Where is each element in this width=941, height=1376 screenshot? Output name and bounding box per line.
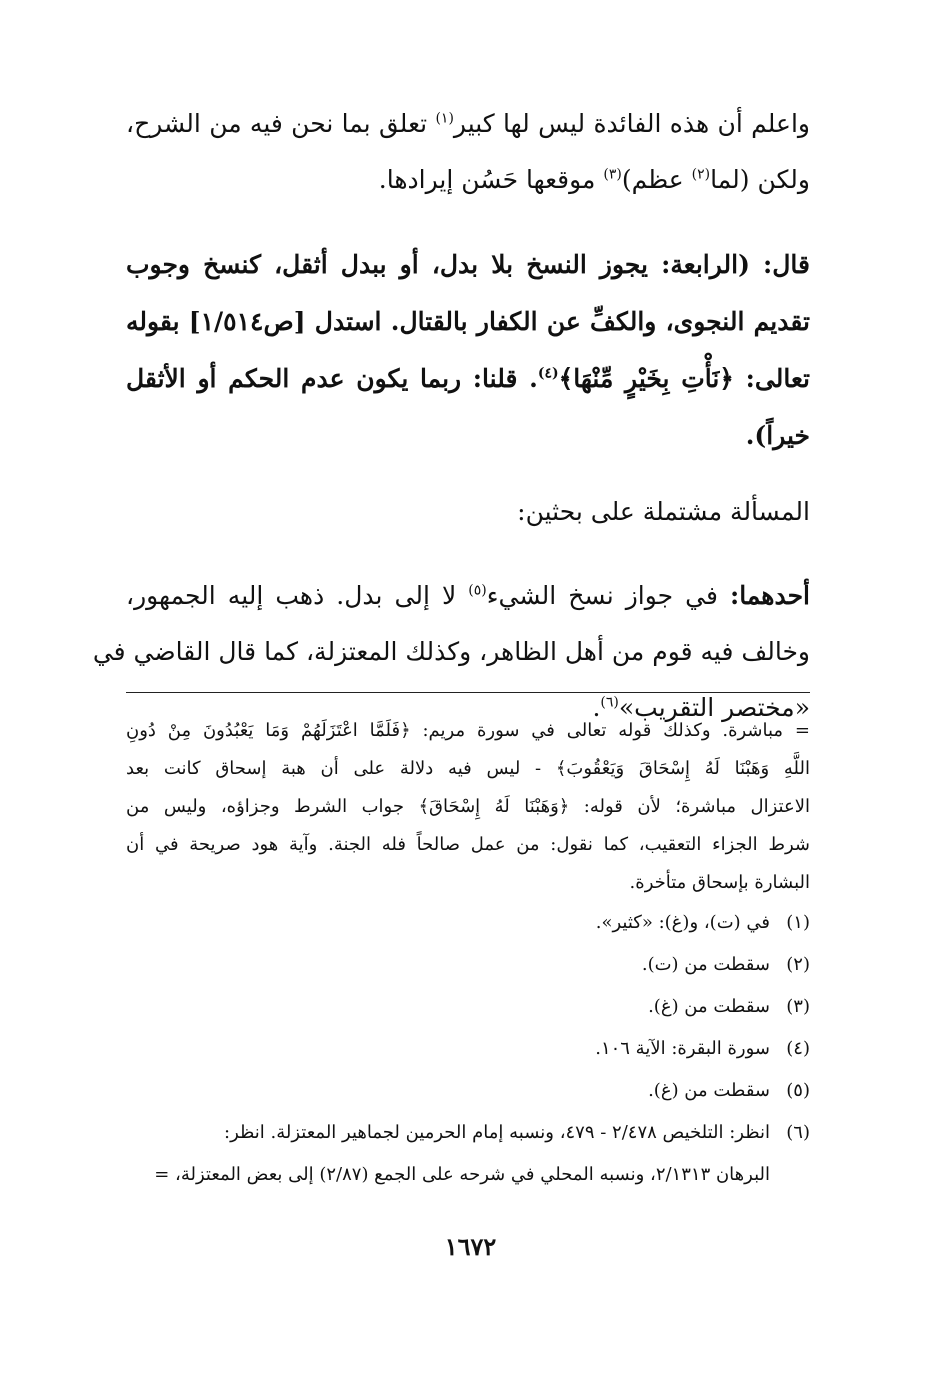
footnote-4 [126, 1028, 810, 1070]
footnote-number: (٤) [786, 1038, 810, 1059]
text-line: خيراً). [745, 421, 810, 450]
text-line [126, 96, 810, 152]
footnote-6-continuation [126, 1154, 810, 1196]
text-run: . قلنا: ربما يكون عدم الحكم أو الأثقل [126, 364, 538, 393]
footnote-number: (٦) [786, 1122, 810, 1143]
footnote-5 [126, 1070, 810, 1112]
paragraph-3 [126, 484, 810, 540]
footnote-6 [126, 1112, 810, 1154]
text-run: في جواز نسخ الشيء [486, 581, 730, 610]
footnote-3 [126, 986, 810, 1028]
footnote-text: في (ت)، و(غ): «كثير». [595, 912, 770, 933]
text-run: . [592, 693, 601, 722]
note-continuation-line: شرط الجزاء التعقيب، كما نقول: من عمل صالحاً فله الجنة. وآية هود صريحة في أن [126, 834, 810, 855]
paragraph-4 [92, 568, 811, 736]
quran-verse: تعالى: ﴿نَأْتِ بِخَيْرٍ مِّنْهَا﴾ [558, 364, 810, 393]
footnote-ref: (٤) [537, 365, 559, 382]
footnote-number: (٣) [786, 996, 810, 1017]
text-run: «مختصر التقريب» [618, 693, 810, 722]
quoted-text-paragraph [126, 236, 810, 464]
text-run: لا إلى بدل. ذهب إليه الجمهور، [126, 581, 469, 610]
paragraph-1 [126, 96, 810, 208]
footnotes [126, 712, 810, 1196]
footnote-number: (٥) [786, 1080, 810, 1101]
footnote-number: (٢) [786, 954, 810, 975]
footnote-2 [126, 944, 810, 986]
footnote-ref: (١) [435, 110, 454, 127]
text-run: موقعها حَسُن إيرادها. [378, 165, 604, 194]
text-line: قال: (الرابعة: يجوز النسخ بلا بدل، أو ببدل أثقل، كنسخ وجوب [126, 250, 810, 279]
footnote-text: البرهان ٢/١٣١٣، ونسبه المحلي في شرحه على الجمع (٢/٨٧) إلى بعض المعتزلة، = [154, 1164, 770, 1185]
footnote-text: انظر: التلخيص ٢/٤٧٨ - ٤٧٩، ونسبه إمام الحرمين لجماهير المعتزلة. انظر: [224, 1122, 770, 1143]
page-number: ١٦٧٢ [444, 1232, 497, 1261]
text-line: تقديم النجوى، والكفِّ عن الكفار بالقتال. استدل [ص١/٥١٤] بقوله [126, 307, 810, 336]
footnote-ref: (٢) [691, 166, 711, 183]
keyword: أحدهما: [730, 581, 811, 610]
note-continuation-line: اللَّهِ وَهَبْنَا لَهُ إِسْحَاقَ وَيَعْقُوبَ﴾ - ليس فيه دلالة على أن هبة إسحاق كانت بعد [126, 758, 810, 779]
text-line [126, 568, 810, 624]
footnote-number: (١) [786, 912, 810, 933]
note-continuation-line: البشارة بإسحاق متأخرة. [629, 872, 810, 893]
text-line [126, 152, 810, 208]
footnote-ref: (٥) [468, 582, 487, 599]
footnote-1 [126, 902, 810, 944]
footnote-ref: (٦) [600, 694, 619, 711]
text-line [126, 350, 810, 407]
text-run: عظم) [621, 165, 692, 194]
text-run: ولكن (لما [710, 165, 810, 194]
footnote-text: سقطت من (غ). [648, 1080, 770, 1101]
footnote-text: سورة البقرة: الآية ١٠٦. [595, 1038, 770, 1059]
note-continuation-line: الاعتزال مباشرة؛ لأن قوله: ﴿وَهَبْنَا لَهُ إِسْحَاقَ﴾ جواب الشرط وجزاؤه، وليس من [126, 796, 810, 817]
main-text [92, 96, 811, 744]
footnote-ref: (٣) [603, 166, 622, 183]
footnote-text: سقطت من (غ). [648, 996, 770, 1017]
footnote-text: سقطت من (ت). [641, 954, 770, 975]
text-run: تعلق بما نحن فيه من الشرح، [126, 109, 436, 138]
text-run: واعلم أن هذه الفائدة ليس لها كبير [453, 109, 810, 138]
footnote-divider [126, 692, 810, 693]
text-line: وخالف فيه قوم من أهل الظاهر، وكذلك المعتزلة، كما قال القاضي في [92, 637, 810, 666]
text-line: المسألة مشتملة على بحثين: [517, 497, 810, 526]
note-continuation-line: = مباشرة. وكذلك قوله تعالى في سورة مريم: ﴿فَلَمَّا اعْتَزَلَهُمْ وَمَا يَعْبُدُونَ مِنْ دُونِ [126, 720, 810, 741]
